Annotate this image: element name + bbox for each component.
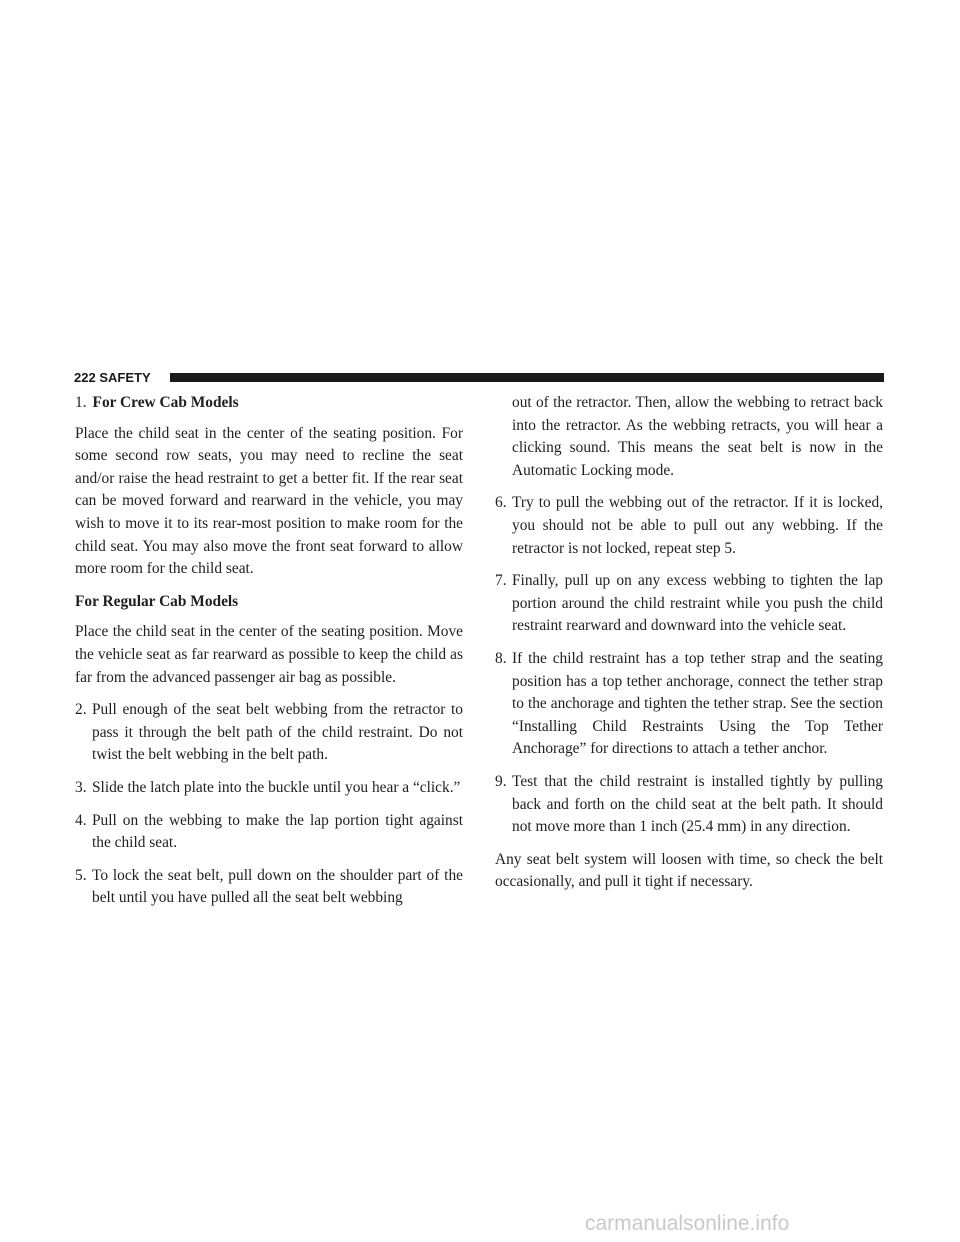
item-number: 6. [495, 494, 507, 512]
list-item-4 [75, 810, 463, 855]
item-number: 5. [75, 866, 87, 884]
left-column [75, 392, 463, 920]
list-item-8 [495, 648, 883, 761]
regular-cab-heading: For Regular Cab Models [75, 592, 239, 610]
item-number: 3. [75, 778, 87, 796]
page-number [74, 370, 151, 386]
crew-cab-heading: For Crew Cab Models [92, 394, 239, 411]
list-item-2 [75, 699, 463, 767]
list-item-6 [495, 492, 883, 560]
item-text: Try to pull the webbing out of the retractor. If it is locked, you should not be able to pull out any webbing. If the retractor is not locked, repeat step 5. [512, 494, 883, 557]
item-number: 1. [75, 394, 87, 411]
list-item-5 [75, 865, 463, 910]
item-text: Pull on the webbing to make the lap portion tight against the child seat. [92, 811, 463, 852]
item-text: Finally, pull up on any excess webbing to tighten the lap portion around the child restraint while you push the child restraint rearward and downward into the vehicle seat. [512, 572, 883, 635]
list-item-5-continued: out of the retractor. Then, allow the webbing to retract back into the retractor. As the webbing retracts, you will hear a clicking sound. This means the seat belt is now in the Automatic Locking mode. [512, 394, 883, 479]
right-column [495, 392, 883, 904]
item-text: Pull enough of the seat belt webbing from the retractor to pass it through the belt path of the child restraint. Do not twist the belt webbing in the belt path. [92, 701, 463, 764]
item-number: 2. [75, 701, 87, 719]
watermark: carmanualsonline.info [585, 1212, 790, 1235]
list-item-9 [495, 771, 883, 839]
item-number: 8. [495, 649, 507, 667]
item-number: 9. [495, 772, 507, 790]
list-item-1 [75, 392, 463, 415]
section-title: SAFETY [99, 370, 151, 385]
item-number: 4. [75, 811, 87, 829]
list-item-3 [75, 777, 463, 800]
regular-cab-paragraph: Place the child seat in the center of the seating position. Move the vehicle seat as far rearward as possible to keep the child as far from the advanced passenger air bag as possible. [75, 623, 463, 686]
item-text: If the child restraint has a top tether strap and the seating position has a top tether anchorage, connect the tether strap to the anchorage and tighten the tether strap. See the section “Installing Child Restraints Using the Top Tether Anchorage” for directions to attach a tether anchor. [512, 649, 883, 758]
page-header [74, 370, 884, 386]
page-number-value: 222 [74, 370, 96, 385]
item-text: To lock the seat belt, pull down on the shoulder part of the belt until you have pulled all the seat belt webbing [92, 866, 463, 907]
item-number: 7. [495, 572, 507, 590]
header-rule [170, 373, 884, 382]
crew-cab-paragraph: Place the child seat in the center of the seating position. For some second row seats, you may need to recline the seat and/or raise the head restraint to get a better fit. If the rear seat can be moved forward and rearward in the vehicle, you may wish to move it to its rear-most position to make room for the child seat. You may also move the front seat forward to allow more room for the child seat. [75, 424, 463, 578]
item-text: Test that the child restraint is installed tightly by pulling back and forth on the child seat at the belt path. It should not move more than 1 inch (25.4 mm) in any direction. [512, 772, 883, 836]
item-text: Slide the latch plate into the buckle until you hear a “click.” [92, 778, 461, 796]
list-item-7 [495, 570, 883, 638]
closing-paragraph: Any seat belt system will loosen with time, so check the belt occasionally, and pull it tight if necessary. [495, 850, 883, 891]
